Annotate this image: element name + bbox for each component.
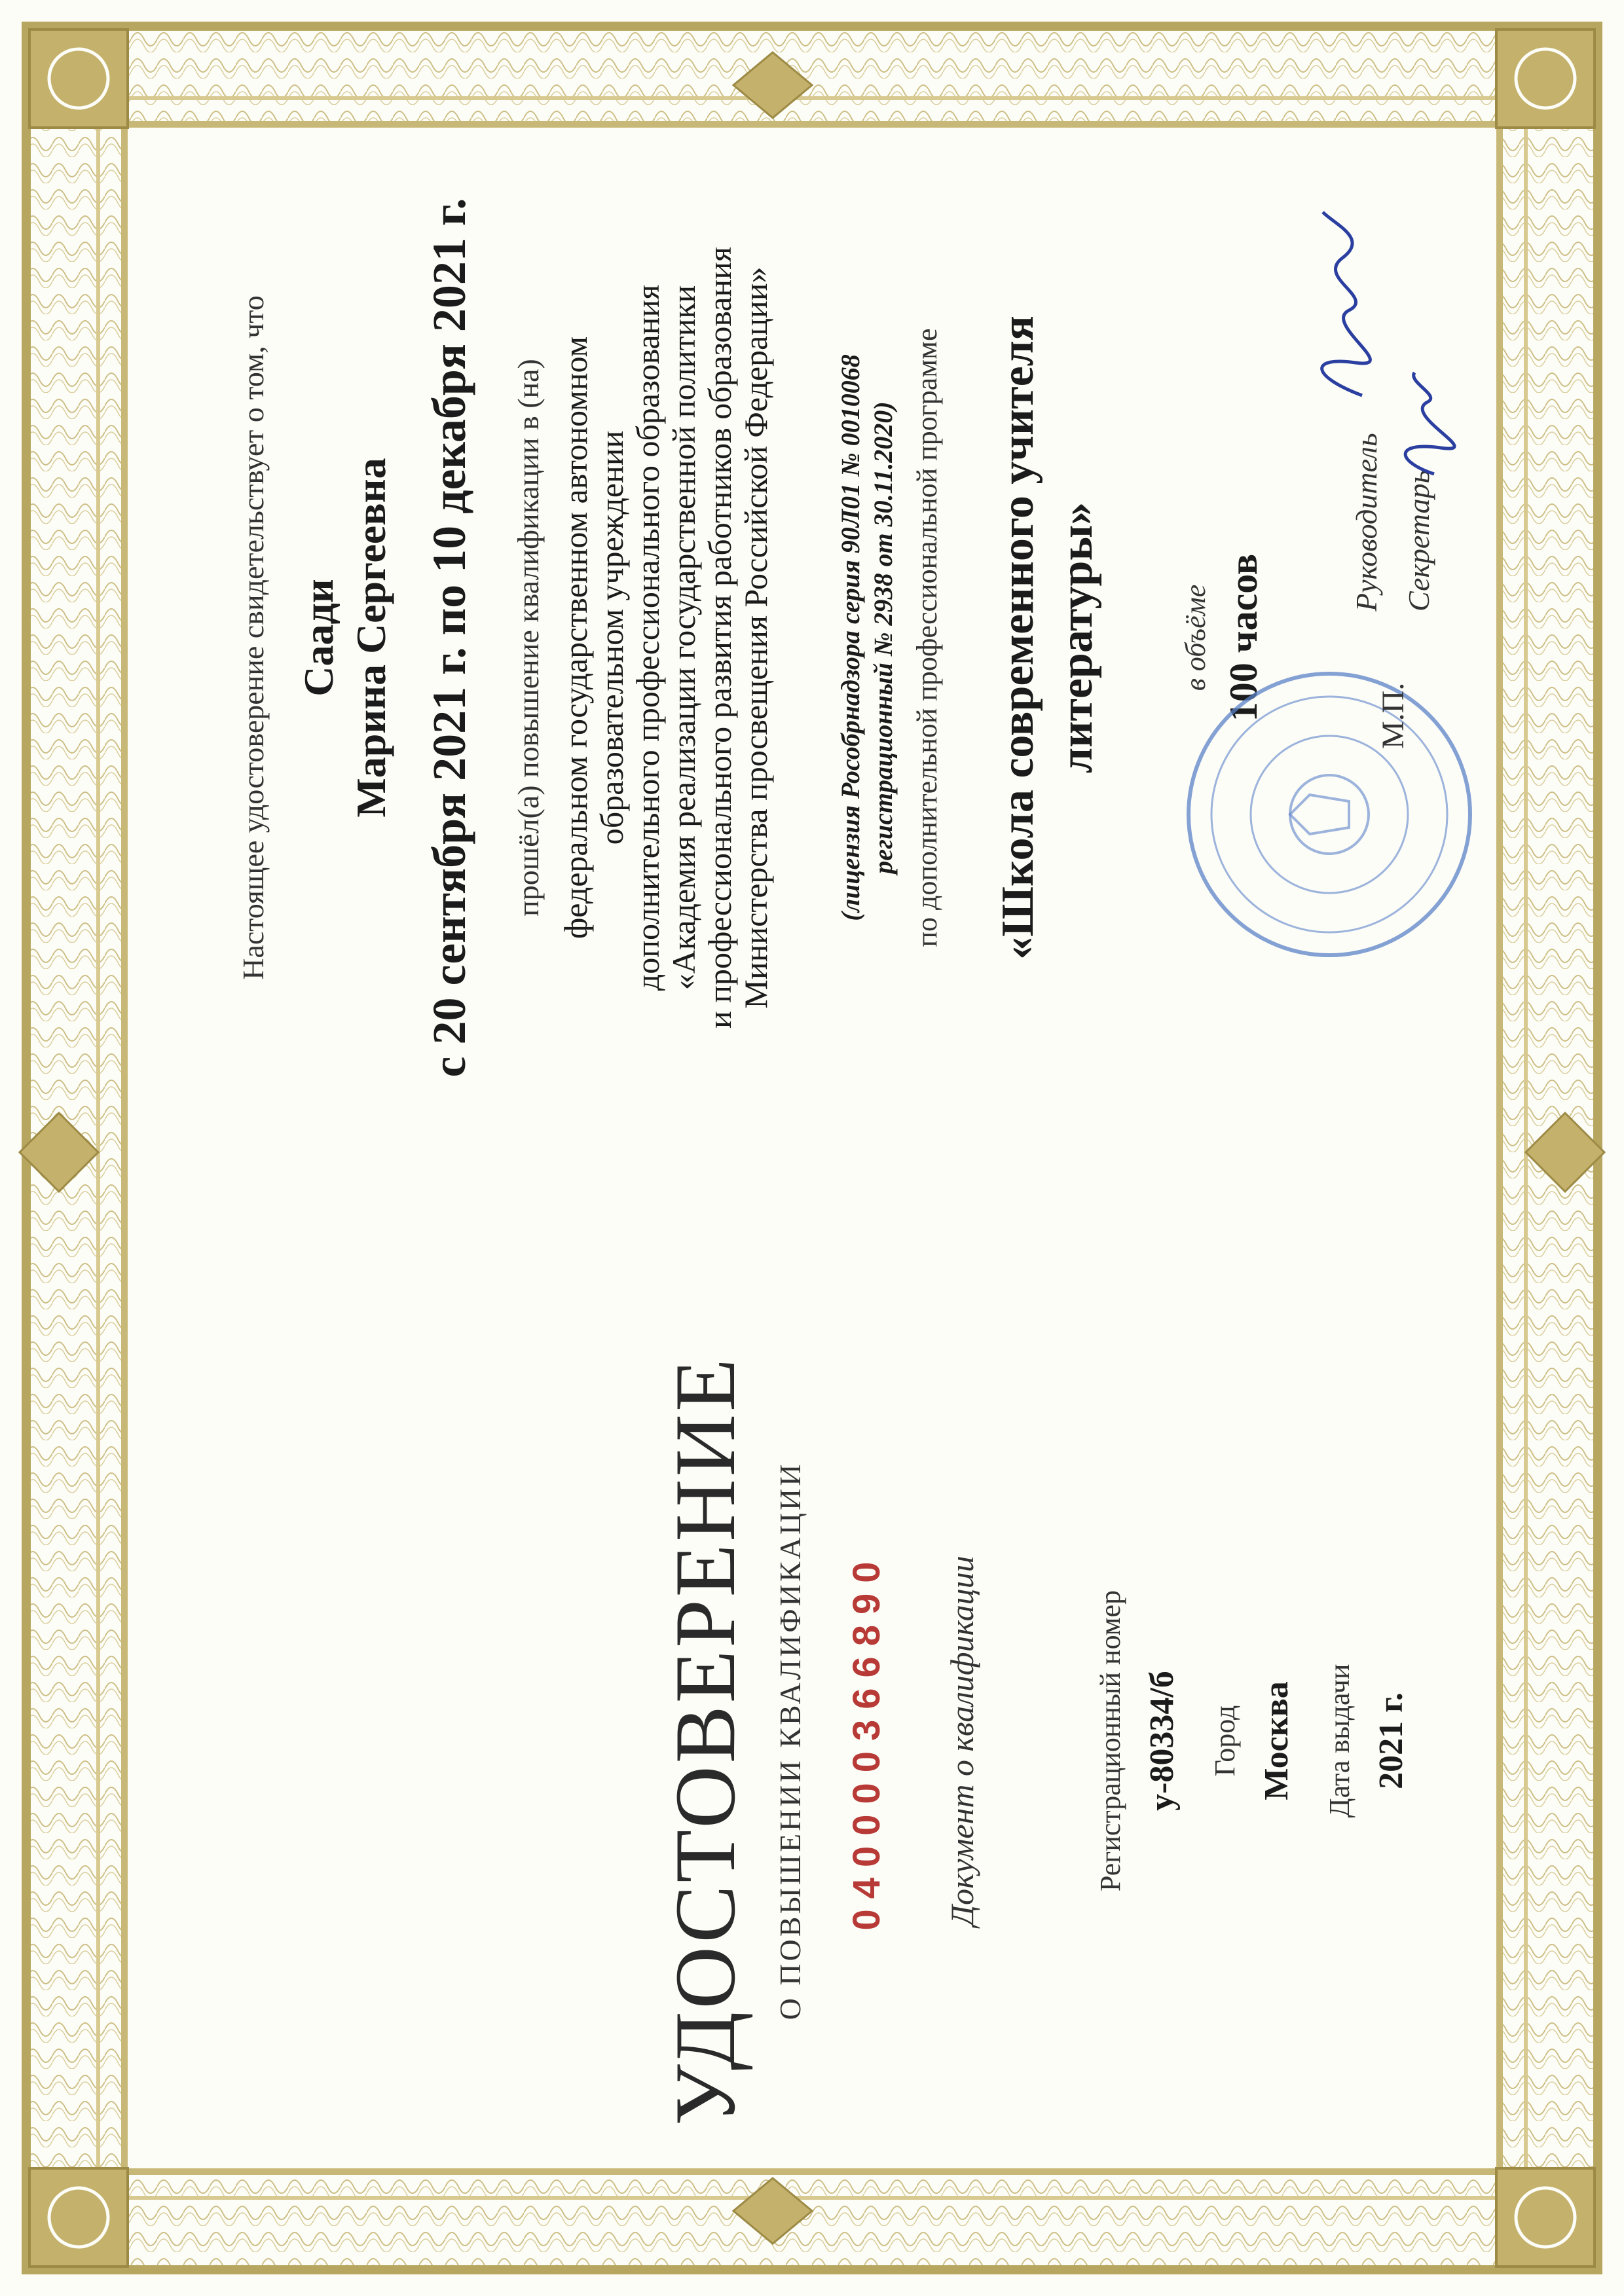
organization-line: образовательном учреждении	[593, 430, 630, 845]
holder-given-names: Марина Сергеевна	[348, 458, 394, 818]
program-title: литературы»	[1052, 501, 1102, 774]
intro-text: Настоящее удостоверение свидетельствует о том, что	[236, 295, 270, 980]
reg-number-value: у-80334/б	[1143, 1671, 1181, 1811]
issue-date-value: 2021 г.	[1373, 1692, 1410, 1789]
license-line: (лицензия Рособрнадзора серия 90Л01 № 0010068	[836, 354, 865, 921]
reg-number-label: Регистрационный номер	[1094, 1590, 1126, 1892]
license-line: регистрационный № 2938 от 30.11.2020)	[868, 401, 898, 874]
certificate-content	[65, 88, 1545, 2209]
round-seal-icon	[1179, 664, 1480, 965]
head-label: Руководитель	[1350, 433, 1383, 611]
program-title: «Школа современного учителя	[993, 316, 1043, 960]
issue-date-label: Дата выдачи	[1323, 1664, 1356, 1818]
volume-value: 100 часов	[1222, 553, 1265, 722]
document-type: Документ о квалификации	[944, 1556, 980, 1926]
signature-icon	[1297, 206, 1395, 402]
program-intro: по дополнительной профессиональной программе	[911, 328, 943, 947]
certificate-title: УДОСТОВЕРЕНИЕ	[657, 1356, 753, 2126]
city-value: Москва	[1258, 1681, 1295, 1800]
seal-place-label: М.П.	[1376, 682, 1411, 749]
organization-line: Министерства просвещения Российской Федерации»	[737, 266, 774, 1009]
passed-text: прошёл(а) повышение квалификации в (на)	[511, 359, 545, 917]
left-panel	[65, 1273, 1545, 2209]
organization-line: федеральном государственном автономном	[557, 336, 594, 939]
document-number: 040000366890	[845, 1551, 888, 1931]
signature-icon	[1382, 369, 1460, 481]
organization-line: «Академия реализации государственной политики	[665, 285, 702, 991]
organization-line: дополнительного профессионального образования	[629, 284, 666, 991]
certificate-subtitle: О ПОВЫШЕНИИ КВАЛИФИКАЦИИ	[773, 1461, 807, 2020]
holder-surname: Саади	[295, 579, 342, 697]
organization-line: и профессионального развития работников образования	[701, 246, 738, 1029]
training-period: с 20 сентября 2021 г. по 10 декабря 2021 г.	[423, 198, 475, 1078]
city-label: Город	[1209, 1705, 1241, 1777]
volume-label: в объёме	[1179, 584, 1211, 691]
secretary-label: Секретарь	[1402, 469, 1435, 611]
